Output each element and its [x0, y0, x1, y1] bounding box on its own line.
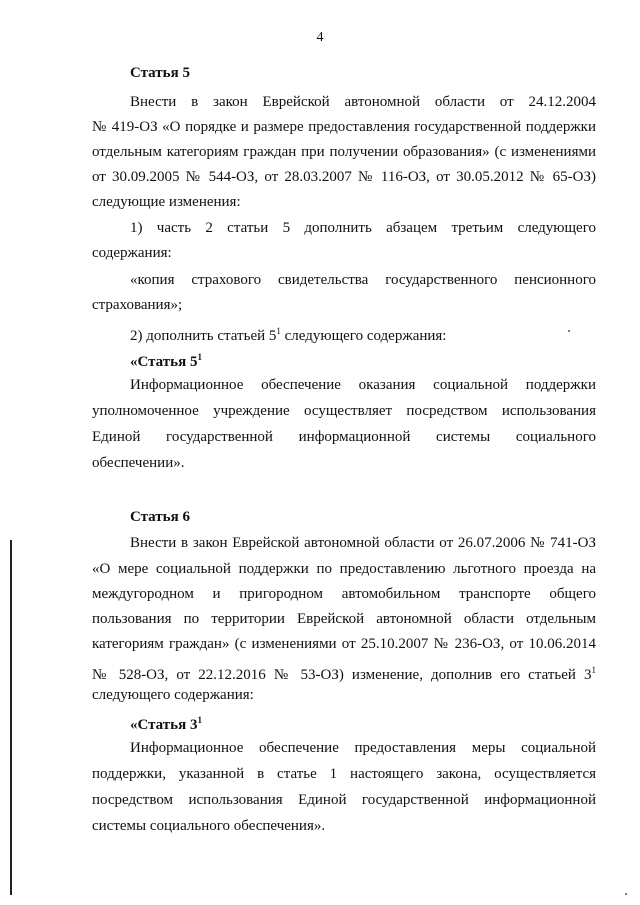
superscript: 1 [591, 665, 596, 675]
article-6-line: № 528-ОЗ, от 22.12.2016 № 53-ОЗ) изменение, дополнив его статьей $3^1$ [92, 665, 596, 683]
article-6-line: Внести в закон Еврейской автономной области от 26.07.2006 № 741-ОЗ [130, 535, 596, 551]
scan-dot [625, 893, 627, 895]
superscript: 1 [197, 715, 202, 725]
article-5-line: от 30.09.2005 № 544-ОЗ, от 28.03.2007 № 116-ОЗ, от 30.05.2012 № 65-ОЗ) [92, 169, 596, 185]
article-6-heading: Статья 6 [130, 509, 190, 525]
article-3-1-body-line: поддержки, указанной в статье 1 настоящего закона, осуществляется [92, 766, 596, 782]
article-6-line: «О мере социальной поддержки по предоставлению льготного проезда на [92, 561, 596, 577]
article-5-1-body-line: Единой государственной информационной системы социального [92, 429, 596, 445]
article-5-1-body-line: уполномоченное учреждение осуществляет посредством использования [92, 403, 596, 419]
article-5-1-body-line: обеспечении». [92, 455, 185, 471]
article-3-1-body-line: системы социального обеспечения». [92, 818, 326, 834]
superscript: 1 [197, 352, 202, 362]
article-5-1-body-line: Информационное обеспечение оказания социальной поддержки [130, 377, 596, 393]
scan-dot [568, 330, 570, 332]
article-3-1-body-line: посредством использования Единой государственной информационной [92, 792, 596, 808]
article-6-line: категориям граждан» (с изменениями от 25.10.2007 № 236-ОЗ, от 10.06.2014 [92, 636, 596, 652]
quote-1-line: страхования»; [92, 297, 183, 313]
article-3-1-heading: «Статья $3^1$ [130, 715, 202, 733]
article-6-line: междугородном и пригородном автомобильном транспорте общего [92, 586, 596, 602]
article-3-1-body-line: Информационное обеспечение предоставления меры социальной [130, 740, 596, 756]
article-6-line: пользования по территории Еврейской автономной области отдельным [92, 611, 596, 627]
item-1-line: 1) часть 2 статьи 5 дополнить абзацем третьим следующего [130, 220, 596, 236]
article-5-line: следующие изменения: [92, 194, 241, 210]
item-2-line: 2) дополнить статьей $5^1$ следующего содержания: [130, 326, 447, 344]
article-5-heading: Статья 5 [130, 65, 190, 81]
page-number: 4 [316, 30, 324, 45]
article-5-line: № 419-ОЗ «О порядке и размере предоставления государственной поддержки [92, 119, 596, 135]
article-5-1-heading: «Статья $5^1$ [130, 352, 202, 370]
article-6-line: следующего содержания: [92, 687, 254, 703]
item-1-line: содержания: [92, 245, 172, 261]
article-5-line: отдельным категориям граждан при получении образования» (с изменениями [92, 144, 596, 160]
quote-1-line: «копия страхового свидетельства государственного пенсионного [130, 272, 596, 288]
superscript: 1 [276, 326, 281, 336]
scan-margin-line [10, 540, 12, 895]
article-5-line: Внести в закон Еврейской автономной области от 24.12.2004 [130, 94, 596, 110]
